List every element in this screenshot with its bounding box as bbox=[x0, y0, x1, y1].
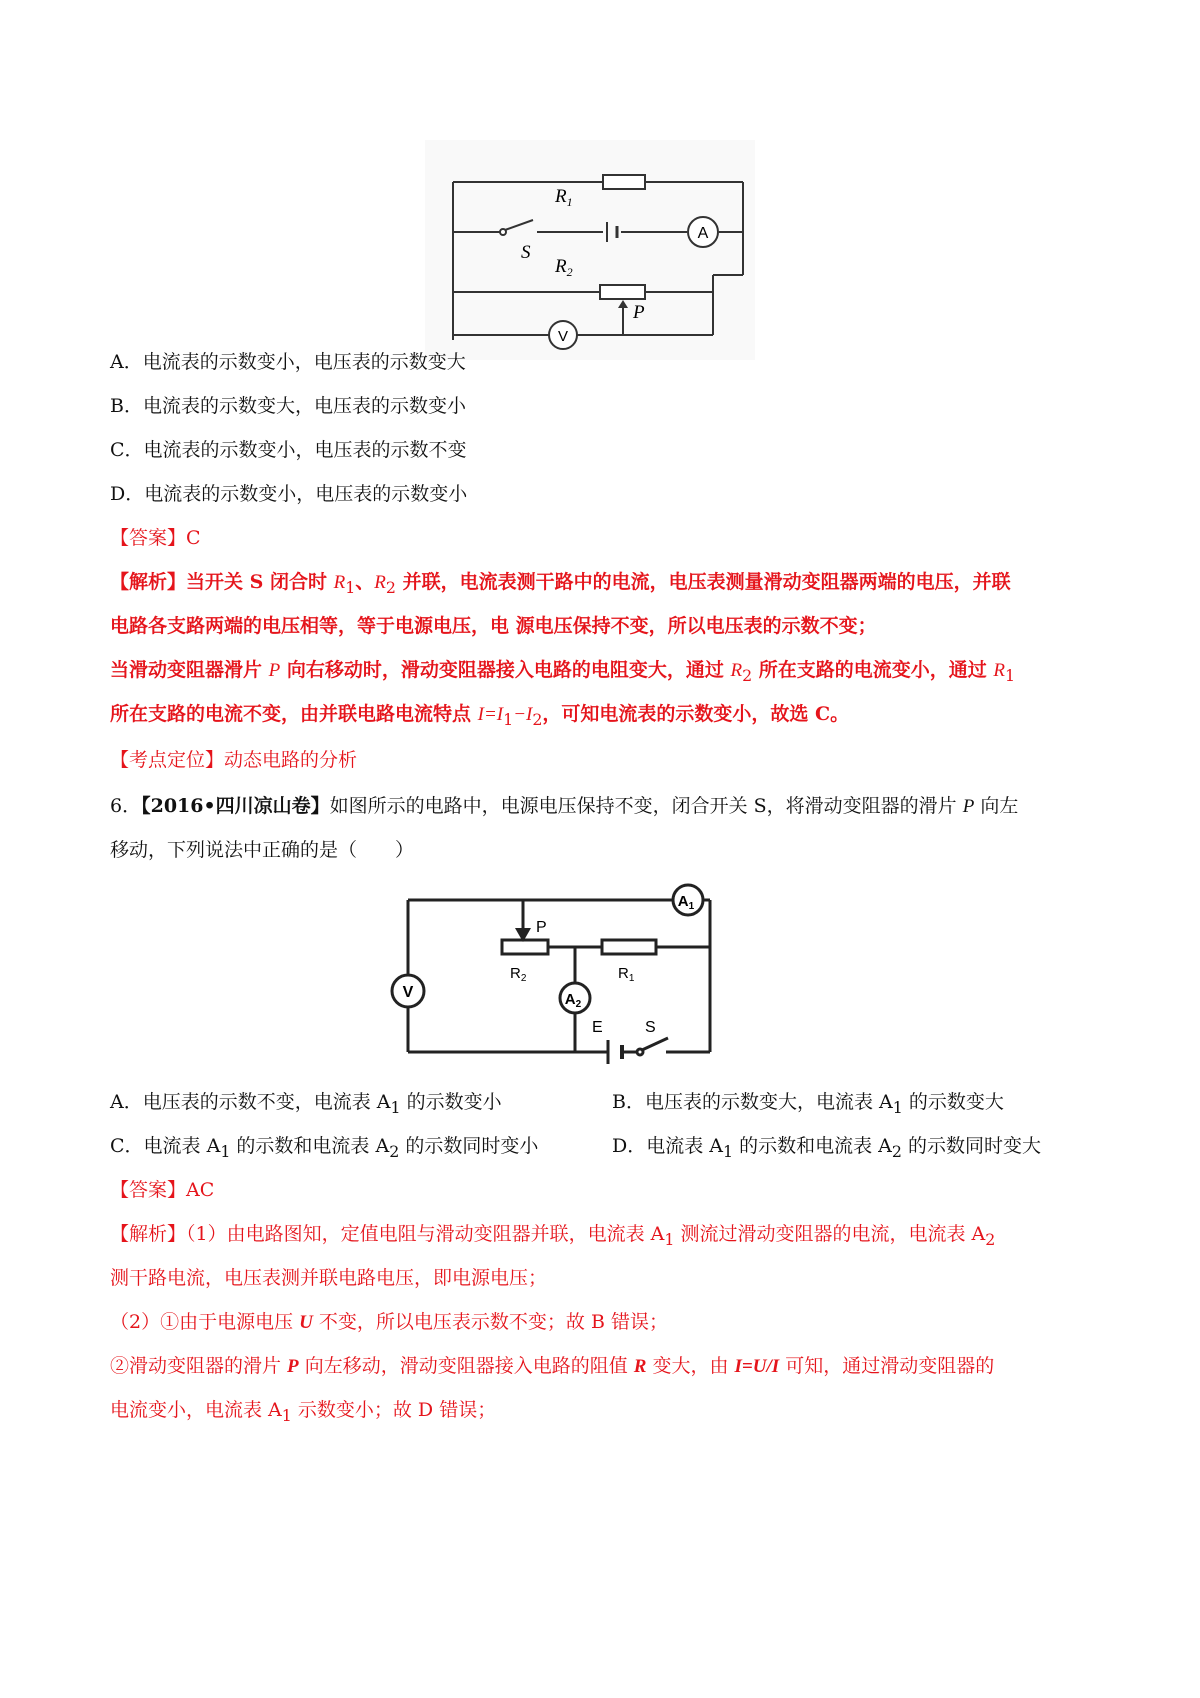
q6-circuit-diagram bbox=[390, 880, 730, 1075]
q6-label-s: S bbox=[645, 1019, 656, 1036]
q6-analysis-line-2: 测干路电流，电压表测并联电路电压，即电源电压； bbox=[110, 1267, 548, 1289]
q6-r2-rheostat bbox=[502, 940, 548, 954]
q6-option-c: C．电流表 $A_1$ 的示数和电流表 $A_2$ 的示数同时变小 bbox=[110, 1135, 539, 1161]
q6-stem-line-2: 移动，下列说法中正确的是（ ） bbox=[110, 839, 415, 861]
q5-analysis-line-2: 电路各支路两端的电压相等，等于电源电压，电 源电压保持不变，所以电压表的示数不变； bbox=[110, 615, 877, 637]
q6-label-e: E bbox=[592, 1019, 603, 1036]
q5-circuit-diagram bbox=[425, 140, 755, 360]
q5-option-d: D．电流表的示数变小，电压表的示数变小 bbox=[110, 483, 468, 505]
q6-switch-s bbox=[637, 1038, 668, 1055]
q6-stem-line-1: 6．【2016•四川凉山卷】如图所示的电路中，电源电压保持不变，闭合开关 S，将滑动变阻器的滑片 P 向左 bbox=[110, 795, 1019, 817]
svg-text:A2: $A_2$ bbox=[564, 991, 582, 1010]
q6-ammeter-a2 bbox=[560, 983, 590, 1013]
svg-text:V: V bbox=[402, 984, 414, 1001]
q6-analysis-line-5: 电流变小，电流表 $A_1$ 示数变小；故 D 错误； bbox=[110, 1399, 497, 1425]
q6-option-a: A．电压表的示数不变，电流表 $A_1$ 的示数变小 bbox=[110, 1091, 502, 1117]
q5-voltmeter bbox=[549, 321, 577, 349]
q5-option-c: C．电流表的示数变小，电压表的示数不变 bbox=[110, 439, 467, 461]
q6-label-r2: $R_2$ bbox=[510, 965, 527, 984]
q6-voltmeter bbox=[392, 975, 424, 1007]
q5-label-s: S bbox=[521, 242, 531, 263]
q6-r1-resistor bbox=[602, 940, 656, 954]
q6-ammeter-a1 bbox=[673, 885, 703, 915]
q6-analysis-line-3: （2）①由于电源电压 U 不变，所以电压表示数不变；故 B 错误； bbox=[110, 1311, 668, 1333]
q5-r1-resistor bbox=[603, 175, 645, 189]
q5-answer: 【答案】C bbox=[110, 527, 201, 549]
q5-label-r1: $R_1$ bbox=[555, 186, 573, 209]
q5-analysis-line-4: 所在支路的电流不变，由并联电路电流特点 $I=I_1-I_2$，可知电流表的示数变小，故选 C。 bbox=[110, 703, 850, 729]
q5-option-b: B．电流表的示数变大，电压表的示数变小 bbox=[110, 395, 466, 417]
q6-analysis-line-4: ②滑动变阻器的滑片 P 向左移动，滑动变阻器接入电路的阻值 R 变大，由 I=U/I 可知，通过滑动变阻器的 bbox=[110, 1355, 995, 1377]
q5-label-r2: $R_2$ bbox=[555, 256, 573, 279]
q6-option-b: B．电压表的示数变大，电流表 $A_1$ 的示数变大 bbox=[612, 1091, 1004, 1117]
q6-answer: 【答案】AC bbox=[110, 1179, 215, 1201]
svg-text:A: A bbox=[697, 225, 709, 242]
q5-analysis-line-1: 【解析】当开关 S 闭合时 $R_1$、$R_2$ 并联，电流表测干路中的电流，电压表测量滑动变阻器两端的电压，并联 bbox=[110, 571, 1011, 597]
q5-r2-rheostat bbox=[600, 285, 645, 299]
svg-text:V: V bbox=[557, 328, 569, 345]
svg-text:A1: $A_1$ bbox=[677, 893, 695, 912]
q6-label-r1: $R_1$ bbox=[618, 965, 635, 984]
q5-label-p: P bbox=[633, 302, 645, 323]
q6-label-p: P bbox=[536, 919, 547, 936]
q5-ammeter bbox=[688, 217, 718, 247]
q6-analysis-line-1: 【解析】（1）由电路图知，定值电阻与滑动变阻器并联，电流表 $A_1$ 测流过滑动变阻器的电流，电流表 $A_2$ bbox=[110, 1223, 996, 1249]
q5-option-a: A．电流表的示数变小，电压表的示数变大 bbox=[110, 351, 466, 373]
q5-analysis-line-3: 当滑动变阻器滑片 P 向右移动时，滑动变阻器接入电路的电阻变大，通过 $R_2$ 所在支路的电流变小，通过 $R_1$ bbox=[110, 659, 1016, 685]
q5-kaodian: 【考点定位】动态电路的分析 bbox=[110, 749, 358, 771]
q6-option-d: D．电流表 $A_1$ 的示数和电流表 $A_2$ 的示数同时变大 bbox=[612, 1135, 1042, 1161]
q6-battery-e bbox=[608, 1040, 622, 1064]
